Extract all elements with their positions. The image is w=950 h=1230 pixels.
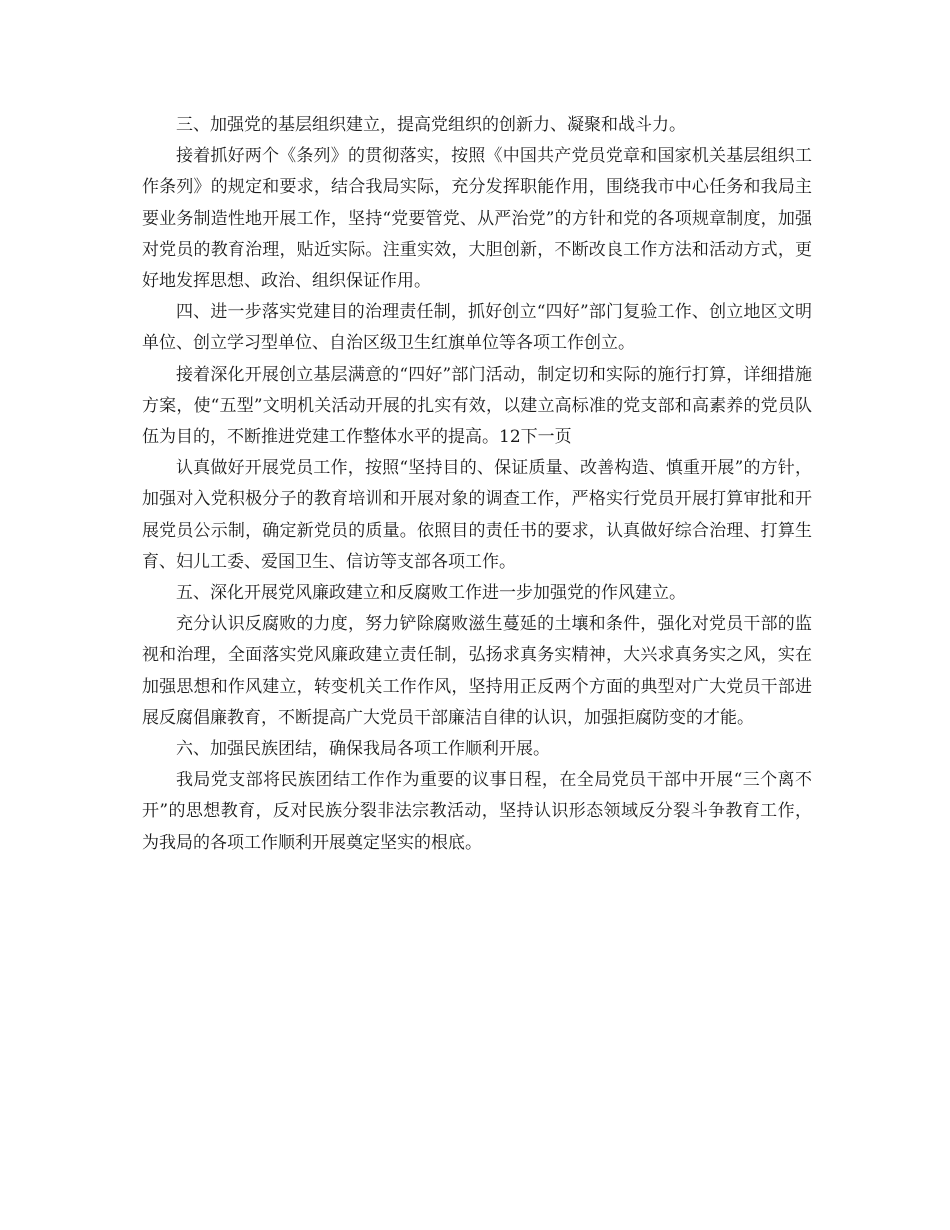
- body-paragraph: 接着深化开展创立基层满意的“四好”部门活动，制定切和实际的施行打算，详细措施方案，使“五型”文明机关活动开展的扎实有效，以建立高标准的党支部和高素养的党员队伍为目的，不断推进党建工作整体水平的提高。12下一页: [142, 364, 812, 448]
- section-heading-6: 六、加强民族团结，确保我局各项工作顺利开展。: [176, 739, 550, 760]
- section-heading-5: 五、深化开展党风廉政建立和反腐败工作进一步加强党的作风建立。: [176, 583, 686, 604]
- section-heading-4: 四、进一步落实党建目的治理责任制，抓好创立“四好”部门复验工作、创立地区文明单位、创立学习型单位、自治区级卫生红旗单位等各项工作创立。: [142, 302, 812, 354]
- document-body: [142, 110, 812, 859]
- body-paragraph: 接着抓好两个《条列》的贯彻落实，按照《中国共产党员党章和国家机关基层组织工作条列》的规定和要求，结合我局实际，充分发挥职能作用，围绕我市中心任务和我局主要业务制造性地开展工作，坚持“党要管党、从严治党”的方针和党的各项规章制度，加强对党员的教育治理，贴近实际。注重实效，大胆创新，不断改良工作方法和活动方式，更好地发挥思想、政治、组织保证作用。: [142, 146, 812, 292]
- body-paragraph: 认真做好开展党员工作，按照“坚持目的、保证质量、改善构造、慎重开展”的方针，加强对入党积极分子的教育培训和开展对象的调查工作，严格实行党员开展打算审批和开展党员公示制，确定新党员的质量。依照目的责任书的要求，认真做好综合治理、打算生育、妇儿工委、爱国卫生、信访等支部各项工作。: [142, 458, 812, 572]
- body-paragraph: 我局党支部将民族团结工作作为重要的议事日程，在全局党员干部中开展“三个离不开”的思想教育，反对民族分裂非法宗教活动，坚持认识形态领域反分裂斗争教育工作，为我局的各项工作顺利开展奠定坚实的根底。: [142, 770, 812, 853]
- body-paragraph: 充分认识反腐败的力度，努力铲除腐败滋生蔓延的土壤和条件，强化对党员干部的监视和治理，全面落实党风廉政建立责任制，弘扬求真务实精神，大兴求真务实之风，实在加强思想和作风建立，转变机关工作作风，坚持用正反两个方面的典型对广大党员干部进展反腐倡廉教育，不断提高广大党员干部廉洁自律的认识，加强拒腐防变的才能。: [142, 614, 812, 728]
- section-heading-3: 三、加强党的基层组织建立，提高党组织的创新力、凝聚和战斗力。: [176, 115, 686, 135]
